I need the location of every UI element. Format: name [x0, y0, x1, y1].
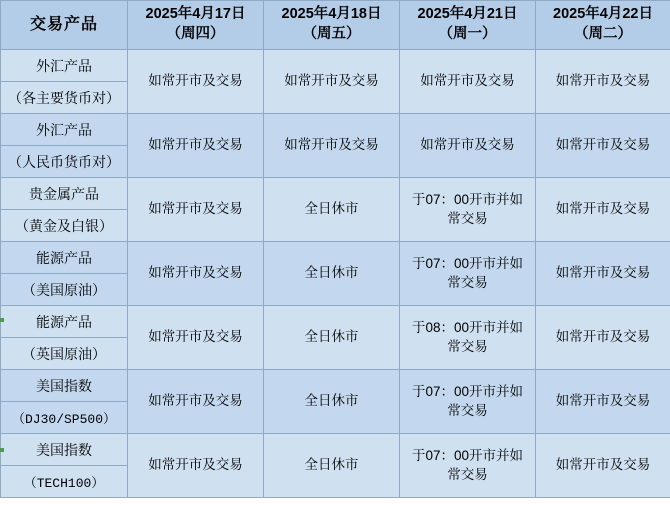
product-label-line2: （英国原油） [1, 338, 128, 370]
cell-r2-c3 [400, 178, 536, 242]
cell-r5-c3 [400, 370, 536, 434]
column-header-product-line1: 交易产品 [29, 16, 98, 34]
cell-r0-c1: 如常开市及交易 [128, 50, 264, 114]
cell-r4-c3-line2: 常交易 [447, 338, 488, 354]
product-label-line1: 外汇产品 [1, 50, 128, 82]
table-row [1, 178, 670, 210]
column-header-date-1-line2: （周四） [166, 26, 225, 42]
cell-r4-c2: 全日休市 [264, 306, 400, 370]
product-label-line1: 美国指数 [1, 370, 128, 402]
cell-r3-c4: 如常开市及交易 [536, 242, 670, 306]
cell-r5-c1: 如常开市及交易 [128, 370, 264, 434]
cell-r1-c3: 如常开市及交易 [400, 114, 536, 178]
column-header-date-2 [264, 1, 400, 50]
cell-r4-c3-line1: 于08：00开市并如 [411, 320, 524, 336]
product-label-line2-text: （DJ30/SP500） [11, 412, 116, 427]
cell-r4-c3 [400, 306, 536, 370]
cell-r1-c4: 如常开市及交易 [536, 114, 670, 178]
column-header-date-3 [400, 1, 536, 50]
cell-r2-c1: 如常开市及交易 [128, 178, 264, 242]
product-label-line2: （美国原油） [1, 274, 128, 306]
cell-r0-c2: 如常开市及交易 [264, 50, 400, 114]
table-row [1, 370, 670, 402]
column-header-date-2-line2: （周五） [302, 26, 361, 42]
cell-r2-c3-line2: 常交易 [447, 210, 488, 226]
product-label-line1: 能源产品 [1, 306, 128, 338]
table-header-row [1, 1, 670, 50]
cell-r1-c1: 如常开市及交易 [128, 114, 264, 178]
cell-r5-c3-line2: 常交易 [447, 402, 488, 418]
product-label-line2: （各主要货币对） [1, 82, 128, 114]
cell-r5-c4: 如常开市及交易 [536, 370, 670, 434]
column-header-date-3-line1: 2025年4月21日 [417, 6, 518, 23]
column-header-date-3-line2: （周一） [438, 26, 497, 42]
product-label-line2: （黄金及白银） [1, 210, 128, 242]
edge-artifact-upper [0, 318, 4, 322]
table-row [1, 306, 670, 338]
product-label-line2: （人民币货币对） [1, 146, 128, 178]
column-header-date-4-line1: 2025年4月22日 [553, 6, 653, 23]
table-row [1, 50, 670, 82]
product-label-line2-text: （TECH100） [23, 476, 105, 491]
cell-r3-c3 [400, 242, 536, 306]
column-header-product [1, 1, 128, 50]
cell-r3-c3-line2: 常交易 [447, 274, 488, 290]
product-label-line2 [1, 402, 128, 434]
cell-r0-c3: 如常开市及交易 [400, 50, 536, 114]
cell-r4-c4: 如常开市及交易 [536, 306, 670, 370]
cell-r6-c4: 如常开市及交易 [536, 434, 670, 498]
cell-r2-c4: 如常开市及交易 [536, 178, 670, 242]
edge-artifact-lower [0, 448, 4, 452]
cell-r1-c2: 如常开市及交易 [264, 114, 400, 178]
cell-r3-c3-line1: 于07：00开市并如 [411, 256, 524, 272]
cell-r6-c3-line2: 常交易 [447, 466, 488, 482]
cell-r6-c3 [400, 434, 536, 498]
cell-r4-c1: 如常开市及交易 [128, 306, 264, 370]
cell-r6-c2: 全日休市 [264, 434, 400, 498]
product-label-line1: 美国指数 [1, 434, 128, 466]
table-row [1, 434, 670, 466]
product-label-line1: 外汇产品 [1, 114, 128, 146]
product-label-line1: 贵金属产品 [1, 178, 128, 210]
column-header-date-1-line1: 2025年4月17日 [145, 6, 246, 23]
cell-r2-c3-line1: 于07：00开市并如 [411, 192, 524, 208]
cell-r3-c1: 如常开市及交易 [128, 242, 264, 306]
cell-r5-c2: 全日休市 [264, 370, 400, 434]
cell-r0-c4: 如常开市及交易 [536, 50, 670, 114]
cell-r2-c2: 全日休市 [264, 178, 400, 242]
cell-r5-c3-line1: 于07：00开市并如 [411, 384, 524, 400]
cell-r6-c1: 如常开市及交易 [128, 434, 264, 498]
cell-r3-c2: 全日休市 [264, 242, 400, 306]
table-row [1, 114, 670, 146]
table-row [1, 242, 670, 274]
column-header-date-2-line1: 2025年4月18日 [281, 6, 382, 23]
column-header-date-1 [128, 1, 264, 50]
product-label-line1: 能源产品 [1, 242, 128, 274]
column-header-date-4-line2: （周二） [574, 26, 632, 42]
cell-r6-c3-line1: 于07：00开市并如 [411, 448, 524, 464]
product-label-line2 [1, 466, 128, 498]
column-header-date-4 [536, 1, 670, 50]
